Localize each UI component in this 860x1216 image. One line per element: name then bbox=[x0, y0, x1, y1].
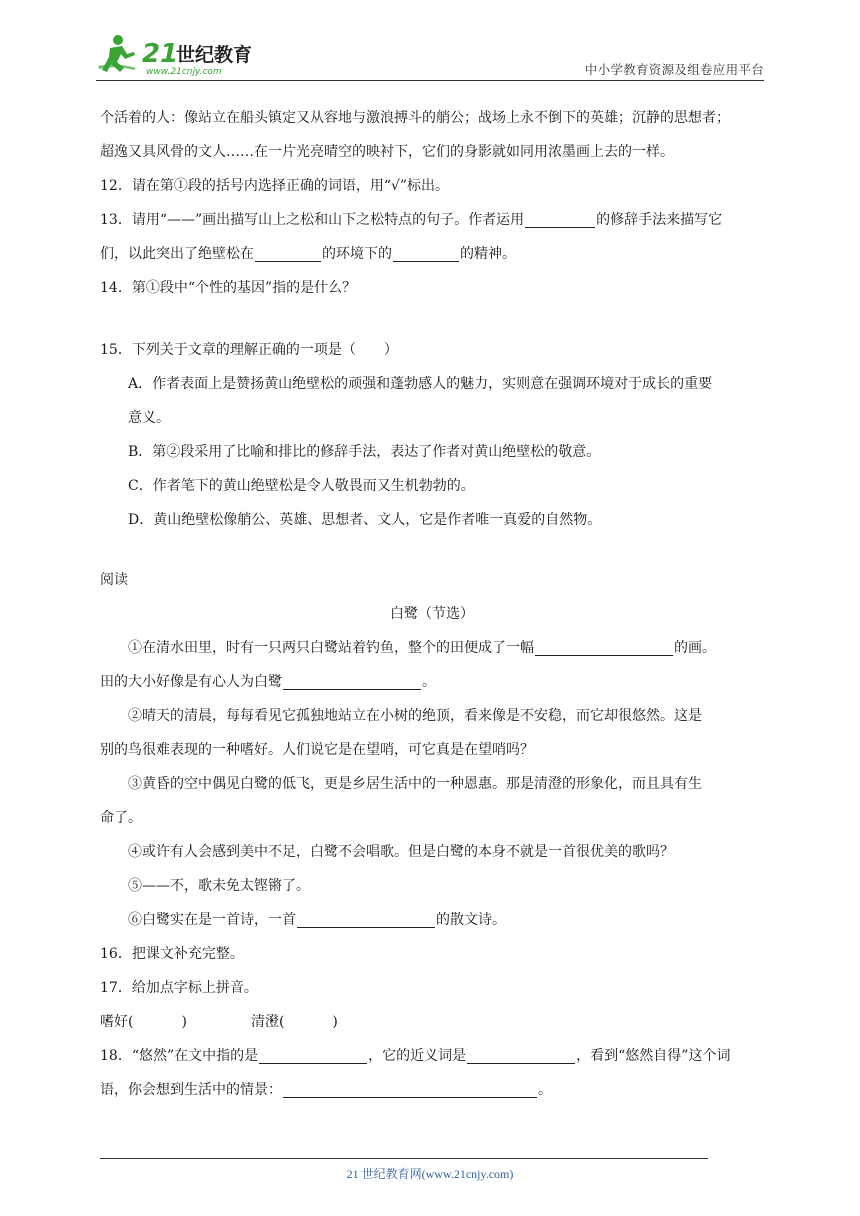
question-14: 14．第①段中“个性的基因”指的是什么？ bbox=[100, 280, 357, 296]
paragraph-2-cont: 别的鸟很难表现的一种嗜好。人们说它是在望哨，可它真是在望哨吗？ bbox=[100, 742, 534, 758]
question-text: 的环境下的 bbox=[322, 246, 392, 262]
document-body bbox=[100, 101, 764, 1107]
dotted-char: 嗜 • bbox=[100, 1005, 114, 1039]
question-text: ，它的近义词是 bbox=[368, 1048, 467, 1064]
paragraph-text: 的画。 bbox=[674, 640, 716, 656]
pinyin-item-1 bbox=[100, 1005, 187, 1039]
answer-blank[interactable] bbox=[393, 243, 459, 262]
pinyin-item-2 bbox=[251, 1005, 338, 1039]
svg-text:世纪教育: 世纪教育 bbox=[176, 44, 253, 66]
logo bbox=[96, 32, 266, 78]
paragraph-3: ③黄昏的空中偶见白鹭的低飞，更是乡居生活中的一种恩惠。那是清澄的形象化，而且具有生 bbox=[128, 776, 702, 792]
answer-space bbox=[100, 305, 764, 333]
option-a[interactable]: A．作者表面上是赞扬黄山绝壁松的顽强和蓬勃感人的魅力，实则意在强调环境对于成长的重要 bbox=[128, 376, 713, 392]
answer-blank[interactable] bbox=[283, 1079, 537, 1098]
answer-blank[interactable] bbox=[525, 209, 595, 228]
question-17: 17．给加点字标上拼音。 bbox=[100, 980, 258, 996]
paragraph-2: ②晴天的清晨，每每看见它孤独地站立在小树的绝顶，看来像是不安稳，而它却很悠然。这是 bbox=[128, 708, 702, 724]
section-gap bbox=[100, 537, 764, 563]
answer-blank[interactable] bbox=[259, 1045, 367, 1064]
page-header bbox=[96, 30, 764, 82]
question-18 bbox=[100, 1039, 764, 1073]
option-d[interactable]: D．黄山绝壁松像艄公、英雄、思想者、文人，它是作者唯一真爱的自然物。 bbox=[128, 512, 602, 528]
question-text: ，看到“悠然自得”这个词 bbox=[576, 1048, 731, 1064]
paragraph-1 bbox=[100, 631, 764, 665]
footer-divider bbox=[100, 1158, 708, 1159]
paragraph-text: 的散文诗。 bbox=[436, 912, 506, 928]
item-text: 清 bbox=[250, 1014, 265, 1030]
paragraph-text: 。 bbox=[422, 674, 436, 690]
question-text: 。 bbox=[538, 1082, 552, 1098]
question-text: 13．请用“——”画出描写山上之松和山下之松特点的句子。作者运用 bbox=[100, 212, 525, 228]
question-15: 15．下列关于文章的理解正确的一项是（ ） bbox=[100, 342, 398, 358]
question-text: 的精神。 bbox=[460, 246, 516, 262]
question-text: 的修辞手法来描写它 bbox=[596, 212, 723, 228]
item-text: ( bbox=[278, 1014, 285, 1030]
paragraph-1-cont bbox=[100, 665, 764, 699]
answer-blank[interactable] bbox=[467, 1045, 575, 1064]
question-13-cont bbox=[100, 237, 764, 271]
reading-label: 阅读 bbox=[100, 572, 128, 588]
paragraph-3-cont: 命了。 bbox=[100, 810, 142, 826]
answer-blank[interactable] bbox=[283, 671, 421, 690]
question-18-cont bbox=[100, 1073, 764, 1107]
question-16: 16．把课文补充完整。 bbox=[100, 946, 244, 962]
passage-line: 个活着的人：像站立在船头镇定又从容地与激浪搏斗的艄公；战场上永不倒下的英雄；沉静的思想者； bbox=[100, 110, 730, 126]
option-a-cont: 意义。 bbox=[128, 410, 170, 426]
passage-line: 超逸又具风骨的文人……在一片光亮晴空的映衬下，它们的身影就如同用浓墨画上去的一样。 bbox=[100, 144, 674, 160]
question-12: 12．请在第①段的括号内选择正确的词语，用“√”标出。 bbox=[100, 178, 450, 194]
paragraph-text: ⑥白鹭实在是一首诗，一首 bbox=[128, 912, 296, 928]
option-b[interactable]: B．第②段采用了比喻和排比的修辞手法，表达了作者对黄山绝壁松的敬意。 bbox=[128, 444, 601, 460]
answer-blank[interactable] bbox=[255, 243, 321, 262]
svg-text:21: 21 bbox=[142, 39, 179, 69]
question-13 bbox=[100, 203, 764, 237]
item-text: 好( bbox=[114, 1014, 134, 1030]
paragraph-6 bbox=[100, 903, 764, 937]
header-divider bbox=[96, 80, 764, 81]
footer-link[interactable]: 21 世纪教育网(www.21cnjy.com) bbox=[346, 1167, 514, 1181]
item-text: ) bbox=[332, 1014, 338, 1030]
paragraph-text: 田的大小好像是有心人为白鹭 bbox=[100, 674, 282, 690]
runner-logo-icon bbox=[96, 32, 266, 78]
option-c[interactable]: C．作者笔下的黄山绝壁松是令人敬畏而又生机勃勃的。 bbox=[128, 478, 475, 494]
platform-name: 中小学教育资源及组卷应用平台 bbox=[584, 62, 764, 77]
paragraph-5: ⑤——不，歌未免太铿锵了。 bbox=[128, 878, 310, 894]
question-text: 们，以此突出了绝壁松在 bbox=[100, 246, 254, 262]
answer-blank[interactable] bbox=[297, 909, 435, 928]
paragraph-text: ①在清水田里，时有一只两只白鹭站着钓鱼，整个的田便成了一幅 bbox=[128, 640, 534, 656]
svg-text:www.21cnjy.com: www.21cnjy.com bbox=[146, 67, 222, 77]
answer-blank[interactable] bbox=[535, 637, 673, 656]
paragraph-4: ④或许有人会感到美中不足，白鹭不会唱歌。但是白鹭的本身不就是一首很优美的歌吗？ bbox=[128, 844, 674, 860]
question-text: 18．“悠然”在文中指的是 bbox=[100, 1048, 259, 1064]
reading-title: 白鹭（节选） bbox=[390, 606, 474, 622]
dotted-char: 澄 • bbox=[265, 1005, 279, 1039]
item-text: ) bbox=[181, 1014, 187, 1030]
pinyin-row bbox=[100, 1005, 764, 1039]
question-text: 语，你会想到生活中的情景： bbox=[100, 1082, 282, 1098]
